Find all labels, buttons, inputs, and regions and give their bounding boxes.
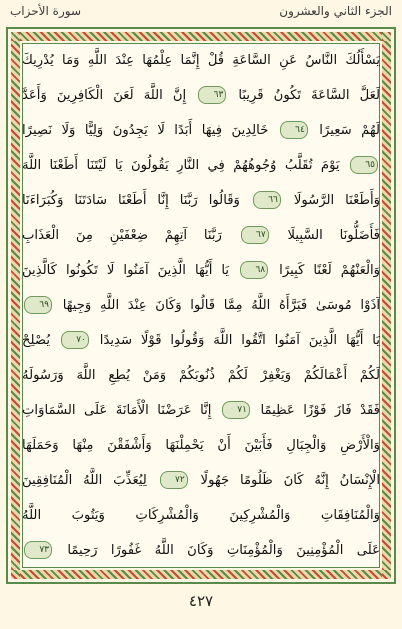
text-line [22,498,380,533]
verse-text: رَبَّنَا آتِهِمْ ضِعْفَيْنِ مِنَ الْعَذَابِ [22,228,222,243]
verse-text: خَالِدِينَ فِيهَا أَبَدًا لَا يَجِدُونَ وَلِيًّا وَلَا نَصِيرًا [22,123,269,138]
text-line [22,323,380,358]
verse-text: لَهُمْ سَعِيرًا [319,123,380,138]
verse-text: فَأَضَلُّونَا السَّبِيلَا [287,228,380,243]
text-line [22,533,380,568]
ayah-number-marker: ٦٤ [280,121,308,139]
text-line [22,78,380,113]
page-header [0,0,402,28]
verse-text: لِيُعَذِّبَ اللَّهُ الْمُنَافِقِينَ [22,473,147,488]
ayah-number-marker: ٧٢ [160,471,188,489]
text-line [22,463,380,498]
ayah-number-marker: ٦٧ [241,226,269,244]
page-number: ٤٢٧ [188,592,214,610]
text-line [22,428,380,463]
verse-text: فَقَدْ فَازَ فَوْزًا عَظِيمًا [260,403,380,418]
text-line [22,358,380,393]
text-line [22,218,380,253]
juz-name: الجزء الثاني والعشرون [279,4,392,18]
ayah-number-marker: ٦٨ [240,261,268,279]
verse-text: الْإِنْسَانُ إِنَّهُ كَانَ ظَلُومًا جَهُولًا [200,473,380,488]
verse-text: آذَوْا مُوسَىٰ فَبَرَّأَهُ اللَّهُ مِمَّا قَالُوا وَكَانَ عِنْدَ اللَّهِ وَجِيهًا [62,298,380,313]
ayah-number-marker: ٧١ [222,401,250,419]
text-line [22,393,380,428]
verse-text: وَأَطَعْنَا الرَّسُولَا [293,193,380,208]
verse-text: يُصْلِحْ [22,333,50,348]
text-line [22,183,380,218]
text-line [22,148,380,183]
verse-text: يَا أَيُّهَا الَّذِينَ آمَنُوا اتَّقُوا اللَّهَ وَقُولُوا قَوْلًا سَدِيدًا [99,333,380,348]
text-line [22,43,380,78]
verse-text: لَكُمْ أَعْمَالَكُمْ وَيَغْفِرْ لَكُمْ ذُنُوبَكُمْ وَمَنْ يُطِعِ اللَّهَ وَرَسُولَهُ [22,368,380,383]
ayah-number-marker: ٦٥ [350,156,378,174]
verse-text: لَعَلَّ السَّاعَةَ تَكُونُ قَرِيبًا [238,88,380,103]
verse-text: يَوْمَ تُقَلَّبُ وُجُوهُهُمْ فِي النَّارِ يَقُولُونَ يَا لَيْتَنَا أَطَعْنَا اللَّهَ [22,158,340,173]
verse-text: يَسْأَلُكَ النَّاسُ عَنِ السَّاعَةِ قُلْ إِنَّمَا عِلْمُهَا عِنْدَ اللَّهِ وَمَا يُدْرِيكَ [22,53,380,68]
verse-text: إِنَّ اللَّهَ لَعَنَ الْكَافِرِينَ وَأَعَدَّ [22,88,187,103]
ayah-number-marker: ٦٩ [24,296,52,314]
quran-text [22,43,380,568]
surah-name: سورة الأحزاب [10,4,81,18]
verse-text: وَالْعَنْهُمْ لَعْنًا كَبِيرًا [279,263,380,278]
verse-text: وَالْأَرْضِ وَالْجِبَالِ فَأَبَيْنَ أَنْ يَحْمِلْنَهَا وَأَشْفَقْنَ مِنْهَا وَحَمَلَهَا [22,438,380,453]
ayah-number-marker: ٧٠ [61,331,89,349]
text-line [22,288,380,323]
verse-text: وَالْمُنَافِقَاتِ وَالْمُشْرِكِينَ وَالْمُشْرِكَاتِ وَيَتُوبَ اللَّهُ [22,508,380,523]
text-line [22,113,380,148]
ayah-number-marker: ٦٦ [253,191,281,209]
ayah-number-marker: ٦٣ [198,86,226,104]
verse-text: عَلَى الْمُؤْمِنِينَ وَالْمُؤْمِنَاتِ وَكَانَ اللَّهُ غَفُورًا رَحِيمًا [67,543,380,558]
text-line [22,253,380,288]
verse-text: وَقَالُوا رَبَّنَا إِنَّا أَطَعْنَا سَادَتَنَا وَكُبَرَاءَنَا [22,193,240,208]
ayah-number-marker: ٧٣ [24,541,52,559]
verse-text: يَا أَيُّهَا الَّذِينَ آمَنُوا لَا تَكُونُوا كَالَّذِينَ [22,263,230,278]
verse-text: إِنَّا عَرَضْنَا الْأَمَانَةَ عَلَى السَّمَاوَاتِ [22,403,212,418]
